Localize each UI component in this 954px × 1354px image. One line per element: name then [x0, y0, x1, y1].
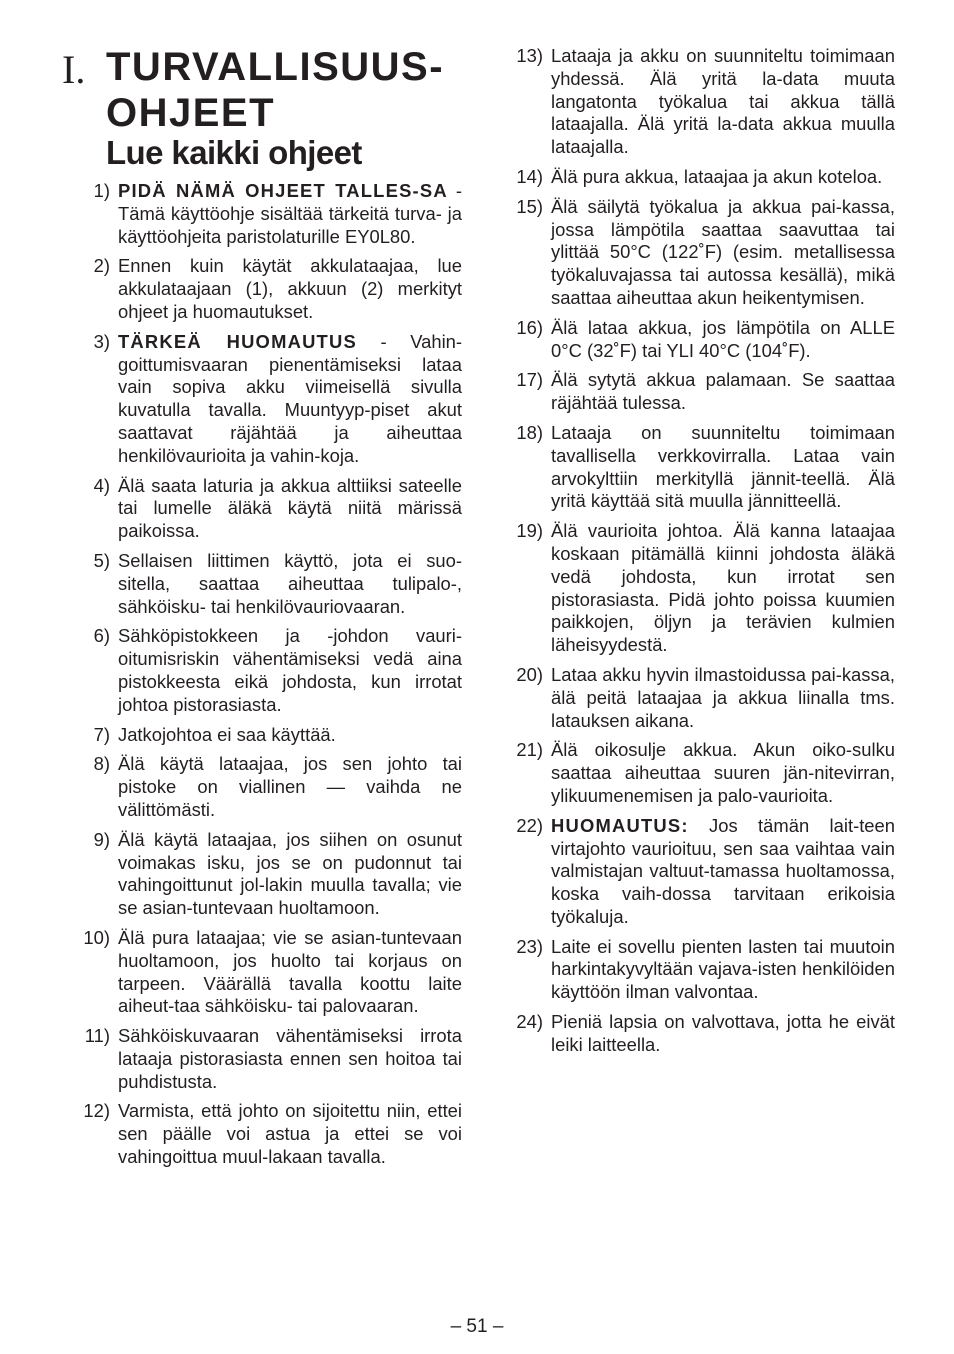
list-item	[505, 196, 895, 310]
item-text	[118, 255, 462, 323]
item-number: 9)	[93, 828, 110, 850]
item-body: Laite ei sovellu pienten lasten tai muutoin harkintakyvyltään vajava-isten henkilöiden käyttöön ilman valvontaa.	[551, 935, 895, 1003]
item-body: Lataaja on suunniteltu toimimaan tavallisella verkkovirralla. Lataa vain arvokylttiin merkityllä jännit-teellä. Älä yritä käyttää sitä muulla jännitteellä.	[551, 421, 895, 512]
item-text	[118, 724, 462, 747]
item-text	[118, 927, 462, 1018]
item-body: Älä lataa akkua, jos lämpötila on ALLE 0°C (32˚F) tai YLI 40°C (104˚F).	[551, 316, 895, 361]
list-item	[505, 166, 895, 189]
list-item	[72, 475, 462, 543]
item-number: 13)	[516, 45, 543, 66]
item-number: 18)	[516, 421, 543, 443]
item-text	[551, 166, 895, 189]
item-number: 6)	[93, 625, 110, 647]
item-number: 3)	[93, 330, 110, 352]
list-item	[72, 1025, 462, 1093]
list-item	[505, 1011, 895, 1057]
item-text	[551, 520, 895, 657]
list-item	[72, 180, 462, 248]
item-body: Älä käytä lataajaa, jos sen johto tai pistoke on viallinen — vaihda ne välittömästi.	[118, 753, 462, 820]
item-text	[551, 196, 895, 310]
section-title-line1: TURVALLISUUS-	[106, 45, 445, 89]
item-number: 8)	[93, 753, 110, 775]
item-bold-label: PIDÄ NÄMÄ OHJEET TALLES-SA	[118, 180, 448, 201]
item-text	[551, 422, 895, 513]
item-number: 21)	[516, 739, 543, 761]
item-body: Jos tämän lait-teen virtajohto vaurioituu, sen saa vaihtaa vain valmistajan valtuut-tamassa huoltamossa, koska vaih-dossa tarvitaan erikoisia työkaluja.	[551, 814, 895, 927]
list-item	[72, 829, 462, 920]
instruction-list-right	[505, 45, 895, 1064]
item-text	[118, 1100, 462, 1168]
item-text	[118, 753, 462, 821]
item-number: 7)	[93, 723, 110, 745]
item-number: 22)	[516, 814, 543, 836]
item-body: Lataaja ja akku on suunniteltu toimimaan yhdessä. Älä yritä la-data muuta langatonta työkalua tai akkua tällä lataajalla. Älä yritä la-data akkua muulla lataajalla.	[551, 45, 895, 158]
item-body: Varmista, että johto on sijoitettu niin, ettei sen päälle voi astua ja ettei se voi vahingoittua muul-lakaan tavalla.	[118, 1100, 462, 1168]
item-number: 14)	[516, 165, 543, 187]
list-item	[505, 422, 895, 513]
item-body: Älä säilytä työkalua ja akkua pai-kassa, jossa lämpötila saattaa saavuttaa tai ylittää 50°C (122˚F) (esim. metallisessa työkaluvajassa tai autossa kesällä), mikä saattaa aiheuttaa akun heikentymisen.	[551, 195, 895, 308]
item-number: 4)	[93, 474, 110, 496]
item-body: Älä oikosulje akkua. Akun oiko-sulku saattaa aiheuttaa suuren jän-nitevirran, ylikuumenemisen ja palo-vaurioita.	[551, 739, 895, 806]
item-body: - Tämä käyttöohje sisältää tärkeitä turva- ja käyttöohjeita paristolaturille EY0L80.	[118, 180, 462, 247]
item-text	[551, 936, 895, 1004]
list-item	[505, 664, 895, 732]
item-body: Sähköpistokkeen ja -johdon vauri-oitumisriskin vähentämiseksi vedä aina pistokkeesta eikä johdosta, kun irrotat johtoa pistorasiasta.	[118, 625, 462, 715]
section-subtitle: Lue kaikki ohjeet	[106, 134, 362, 171]
item-text	[118, 1025, 462, 1093]
item-body: Älä vaurioita johtoa. Älä kanna lataajaa koskaan pitämällä kiinni johdosta äläkä vedä johdosta, kun irrotat sen pistorasiasta. Pidä johto poissa kuumien paikkojen, öljyn ja terävien kulmien läheisyydestä.	[551, 520, 895, 656]
item-text	[118, 331, 462, 468]
section-title	[106, 44, 444, 136]
item-number: 19)	[516, 520, 543, 542]
item-body: Sähköiskuvaaran vähentämiseksi irrota lataaja pistorasiasta ennen sen hoitoa tai puhdistusta.	[118, 1025, 462, 1092]
section-title-line2: OHJEET	[106, 91, 276, 135]
item-number: 23)	[516, 935, 543, 957]
item-body: Älä käytä lataajaa, jos siihen on osunut voimakas isku, jos se on pudonnut tai vahingoittunut jol-lakin muulla tavalla; vie se asian-tuntevaan huoltamoon.	[118, 828, 462, 919]
item-text	[551, 317, 895, 363]
item-number: 10)	[83, 926, 110, 948]
item-number: 20)	[516, 663, 543, 685]
list-item	[72, 753, 462, 821]
list-item	[72, 724, 462, 747]
item-text	[551, 369, 895, 415]
item-number: 1)	[93, 180, 110, 201]
item-bold-label: HUOMAUTUS:	[551, 814, 689, 836]
item-body: Älä pura lataajaa; vie se asian-tuntevaan huoltamoon, jos huolto tai korjaus on tarpeen. Väärällä tavalla koottu laite aiheut-taa sähköisku- tai palovaaran.	[118, 926, 462, 1017]
item-text	[118, 625, 462, 716]
item-body: Lataa akku hyvin ilmastoidussa pai-kassa, älä peitä lataajaa ja akkua liinalla tms. latauksen aikana.	[551, 663, 895, 731]
item-number: 11)	[84, 1025, 110, 1047]
item-number: 12)	[83, 1100, 110, 1122]
item-text	[118, 475, 462, 543]
instruction-list-left	[72, 180, 462, 1176]
list-item	[72, 331, 462, 468]
page-number: – 51 –	[450, 1316, 504, 1337]
list-item	[505, 815, 895, 929]
item-body: Älä saata laturia ja akkua alttiiksi sateelle tai lumelle äläkä käytä niitä märissä paikoissa.	[118, 474, 462, 542]
item-body: Pieniä lapsia on valvottava, jotta he eivät leiki laitteella.	[551, 1011, 895, 1055]
list-item	[72, 927, 462, 1018]
item-body: Sellaisen liittimen käyttö, jota ei suo-sitella, saattaa aiheuttaa tulipalo-, sähköisku- tai henkilövauriovaaran.	[118, 549, 462, 617]
item-text	[118, 180, 462, 248]
item-number: 15)	[516, 195, 543, 217]
list-item	[72, 550, 462, 618]
list-item	[505, 739, 895, 807]
list-item	[72, 1100, 462, 1168]
section-number: I.	[62, 47, 86, 92]
list-item	[505, 369, 895, 415]
item-number: 24)	[516, 1011, 543, 1033]
item-text	[551, 664, 895, 732]
item-body: - Vahin-goittumisvaaran pienentämiseksi lataa vain sopiva akku viimeisellä sivulla kuvatulla tavalla. Muuntyyp-piset akut saattavat räjähtää ja aiheuttaa henkilövaurioita ja vahin-koja.	[118, 330, 463, 466]
list-item	[505, 520, 895, 657]
item-body: Ennen kuin käytät akkulataajaa, lue akkulataajaan (1), akkuun (2) merkityt ohjeet ja huomautukset.	[118, 255, 462, 322]
item-bold-label: TÄRKEÄ HUOMAUTUS	[118, 330, 357, 352]
list-item	[505, 317, 895, 363]
item-number: 16)	[516, 316, 543, 338]
item-number: 17)	[516, 369, 543, 391]
item-text	[118, 550, 462, 618]
item-text	[551, 815, 895, 929]
item-body: Jatkojohtoa ei saa käyttää.	[118, 723, 336, 745]
list-item	[505, 936, 895, 1004]
item-number: 2)	[93, 255, 110, 277]
list-item	[505, 45, 895, 159]
item-number: 5)	[93, 549, 110, 571]
item-text	[551, 45, 895, 159]
item-text	[118, 829, 462, 920]
item-body: Älä pura akkua, lataajaa ja akun koteloa.	[551, 165, 883, 187]
list-item	[72, 625, 462, 716]
item-text	[551, 1011, 895, 1057]
item-body: Älä sytytä akkua palamaan. Se saattaa räjähtää tulessa.	[551, 369, 895, 414]
list-item	[72, 255, 462, 323]
item-text	[551, 739, 895, 807]
